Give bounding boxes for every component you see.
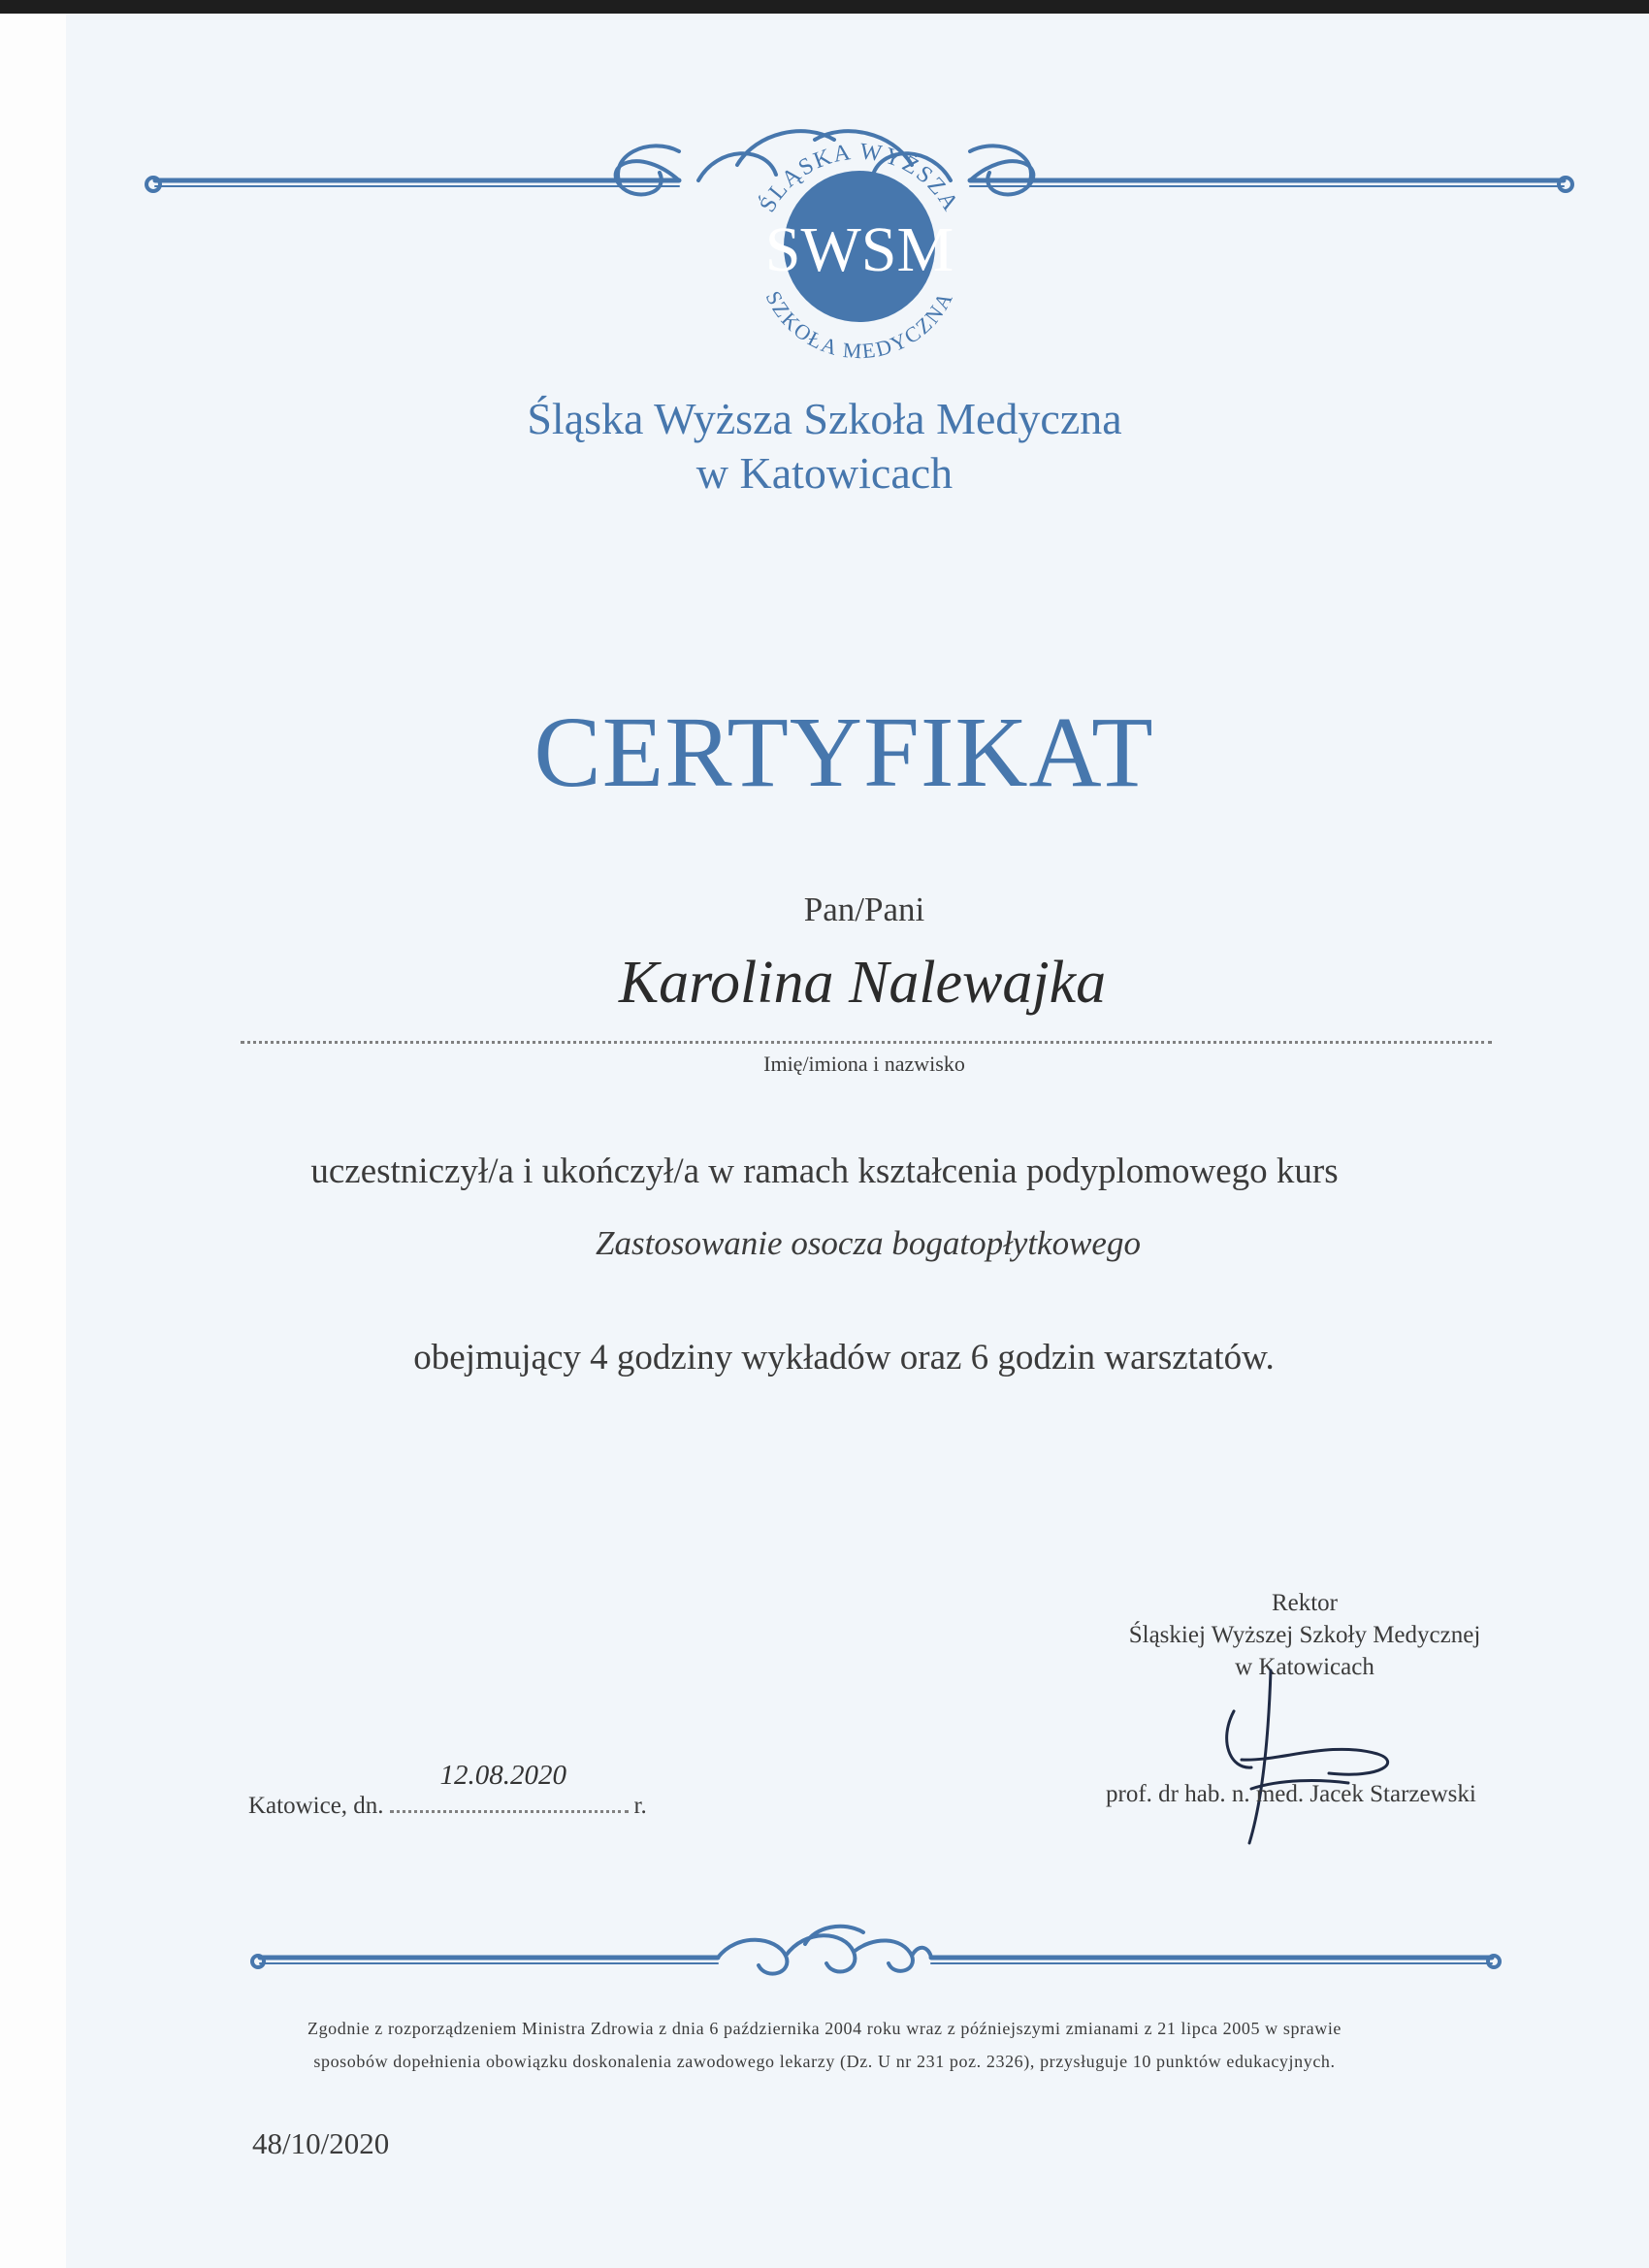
legal-footnote bbox=[0, 2012, 1649, 2078]
legal-footnote-line1: Zgodnie z rozporządzeniem Ministra Zdrowia z dnia 6 października 2004 roku wraz z późniejszymi zmianami z 21 lipca 2005 w sprawie bbox=[307, 2019, 1342, 2038]
recipient-name: Karolina Nalewajka bbox=[618, 950, 1107, 1016]
rector-institution-line2: w Katowicach bbox=[1235, 1654, 1374, 1680]
university-name-line2: w Katowicach bbox=[695, 448, 954, 498]
scan-top-edge bbox=[0, 0, 1649, 14]
rector-title: Rektor bbox=[1271, 1590, 1339, 1616]
rector-signature bbox=[1212, 1653, 1426, 1847]
certificate-title: CERTYFIKAT bbox=[534, 697, 1154, 808]
place-date-prefix: Katowice, dn. bbox=[248, 1793, 384, 1819]
university-name-line1: Śląska Wyższa Szkoła Medyczna bbox=[527, 394, 1122, 443]
legal-footnote-line2: sposobów dopełnienia obowiązku doskonalenia zawodowego lekarzy (Dz. U nr 231 poz. 2326), przysługuje 10 punktów edukacyjnych. bbox=[313, 2052, 1336, 2071]
logo-ring-bottom: SZKOŁA MEDYCZNA bbox=[760, 286, 958, 364]
rector-name: prof. dr hab. n. med. Jacek Starzewski bbox=[1106, 1781, 1476, 1807]
hours-statement: obejmujący 4 godziny wykładów oraz 6 godzin warsztatów. bbox=[413, 1338, 1275, 1377]
issue-date: 12.08.2020 bbox=[439, 1760, 567, 1791]
logo-initials: SWSM bbox=[764, 214, 954, 285]
participation-statement: uczestniczył/a i ukończył/a w ramach kształcenia podyplomowego kurs bbox=[310, 1151, 1339, 1191]
swsm-logo bbox=[704, 101, 1015, 411]
university-name bbox=[0, 392, 1649, 501]
rector-institution-line1: Śląskiej Wyższej Szkoły Medycznej bbox=[1128, 1622, 1481, 1648]
bottom-ornament bbox=[0, 1923, 1649, 2000]
name-dotted-line bbox=[241, 1041, 1492, 1044]
course-name: Zastosowanie osocza bogatopłytkowego bbox=[596, 1224, 1141, 1262]
logo-ring-top: ŚLĄSKA WYŻSZA bbox=[755, 139, 964, 217]
document-number: 48/10/2020 bbox=[252, 2126, 390, 2160]
place-date-suffix: r. bbox=[633, 1793, 647, 1819]
date-field bbox=[390, 1760, 629, 1813]
place-date bbox=[248, 1760, 647, 1820]
name-caption: Imię/imiona i nazwisko bbox=[763, 1052, 965, 1076]
salutation: Pan/Pani bbox=[803, 891, 925, 928]
